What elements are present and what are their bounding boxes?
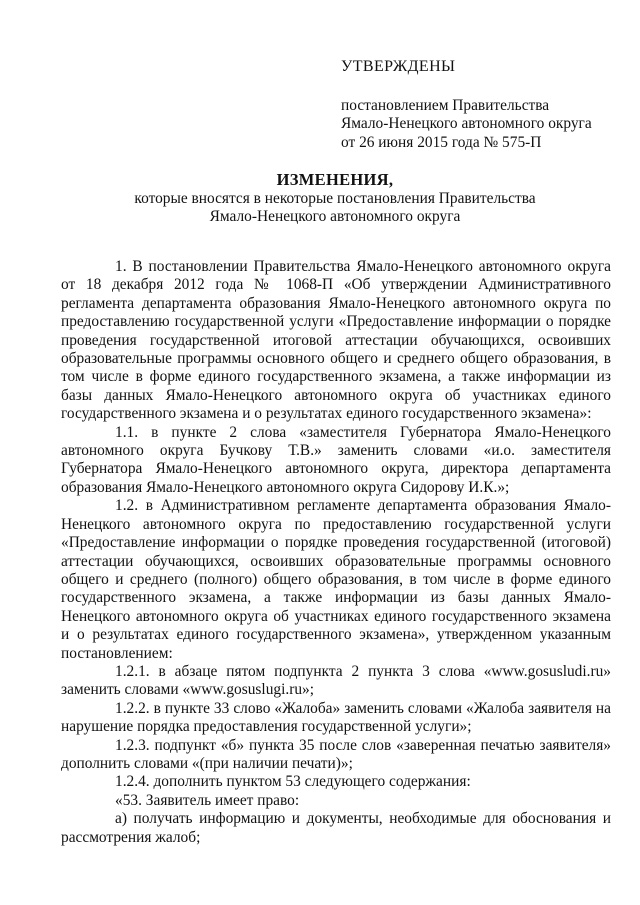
- body-paragraph: [61, 792, 611, 810]
- body-paragraph: [61, 773, 611, 791]
- body-paragraph: [61, 737, 611, 774]
- body-paragraph: [61, 663, 611, 700]
- approval-line: Ямало-Ненецкого автономного округа: [341, 115, 592, 132]
- paragraph-line: Ненецкого автономного округа об участниках единого государственного экзамена: [61, 607, 611, 625]
- approval-line: постановлением Правительства: [341, 96, 550, 114]
- paragraph-line: 1.2.3. подпункт «б» пункта 35 после слов «заверенная печатью заявителя»: [115, 736, 611, 754]
- paragraph-line: а) получать информацию и документы, необходимые для обоснования и: [115, 810, 611, 828]
- paragraph-line: предоставлению государственной услуги «Предоставление информации о порядке: [61, 313, 611, 331]
- paragraph-line: «53. Заявитель имеет право:: [115, 791, 300, 809]
- paragraph-line: базы данных Ямало-Ненецкого автономного округа об участниках единого: [61, 386, 611, 404]
- body-paragraph: [61, 700, 611, 737]
- paragraph-line: 1.2.1. в абзаце пятом подпункта 2 пункта 3 слова «www.gosusludi.ru»: [115, 662, 611, 680]
- approval-heading: УТВЕРЖДЕНЫ: [341, 58, 456, 75]
- document-subtitle-line: Ямало-Ненецкого автономного округа: [209, 208, 461, 225]
- paragraph-line: от 18 декабря 2012 года № 1068-П «Об утверждении Административного: [61, 276, 611, 294]
- approval-stamp-block: [341, 58, 621, 152]
- body-paragraph: [61, 810, 611, 847]
- document-body: [61, 258, 611, 847]
- paragraph-line: образовательные программы основного общего и среднего общего образования, в: [61, 350, 611, 368]
- paragraph-line: автономного округа Бучкову Т.В.» заменить словами «и.о. заместителя: [61, 442, 611, 460]
- paragraph-line: и о результатах единого государственного экзамена», утвержденном указанным: [61, 626, 611, 644]
- paragraph-line: Губернатора Ямало-Ненецкого автономного округа, директора департамента: [61, 460, 611, 478]
- document-title-block: [60, 171, 610, 227]
- paragraph-line: 1. В постановлении Правительства Ямало-Ненецкого автономного округа: [115, 258, 611, 275]
- paragraph-line: образования Ямало-Ненецкого автономного округа Сидорову И.К.»;: [61, 478, 510, 496]
- paragraph-line: 1.1. в пункте 2 слова «заместителя Губернатора Ямало-Ненецкого: [115, 423, 611, 441]
- paragraph-line: Ненецкого автономного округа по предоставлению государственной услуги: [61, 515, 611, 533]
- paragraph-line: общего и среднего (полного) общего образования, в том числе в форме единого: [61, 570, 611, 588]
- document-title: ИЗМЕНЕНИЯ,: [276, 170, 394, 189]
- approval-line: от 26 июня 2015 года № 575-П: [341, 133, 542, 151]
- paragraph-line: заменить словами «www.gosuslugi.ru»;: [61, 681, 315, 699]
- body-paragraph: [61, 424, 611, 498]
- document-subtitle-line: которые вносятся в некоторые постановления Правительства: [134, 189, 536, 207]
- paragraph-line: дополнить словами «(при наличии печати)»;: [61, 754, 353, 772]
- paragraph-line: нарушение порядка предоставления государственной услуги»;: [61, 718, 472, 736]
- paragraph-line: проведения государственной итоговой аттестации обучающихся, освоивших: [61, 331, 611, 349]
- paragraph-line: 1.2.4. дополнить пунктом 53 следующего содержания:: [115, 773, 471, 791]
- paragraph-line: том числе в форме единого государственного экзамена, а также информации из: [61, 368, 611, 386]
- paragraph-line: государственного экзамена, а также информации из базы данных Ямало-: [61, 589, 611, 607]
- paragraph-line: постановлением:: [61, 644, 173, 662]
- paragraph-line: «Предоставление информации о порядке проведения государственной (итоговой): [61, 534, 611, 552]
- paragraph-line: аттестации обучающихся, освоивших образовательные программы основного: [61, 552, 611, 570]
- body-paragraph: [61, 258, 611, 424]
- paragraph-line: рассмотрения жалоб;: [61, 828, 201, 846]
- paragraph-line: 1.2.2. в пункте 33 слово «Жалоба» заменить словами «Жалоба заявителя на: [115, 699, 611, 717]
- paragraph-line: 1.2. в Административном регламенте департамента образования Ямало-: [115, 497, 611, 515]
- body-paragraph: [61, 497, 611, 663]
- paragraph-line: государственного экзамена и о результатах единого государственного экзамена»:: [61, 405, 592, 423]
- paragraph-line: регламента департамента образования Ямало-Ненецкого автономного округа по: [61, 294, 611, 312]
